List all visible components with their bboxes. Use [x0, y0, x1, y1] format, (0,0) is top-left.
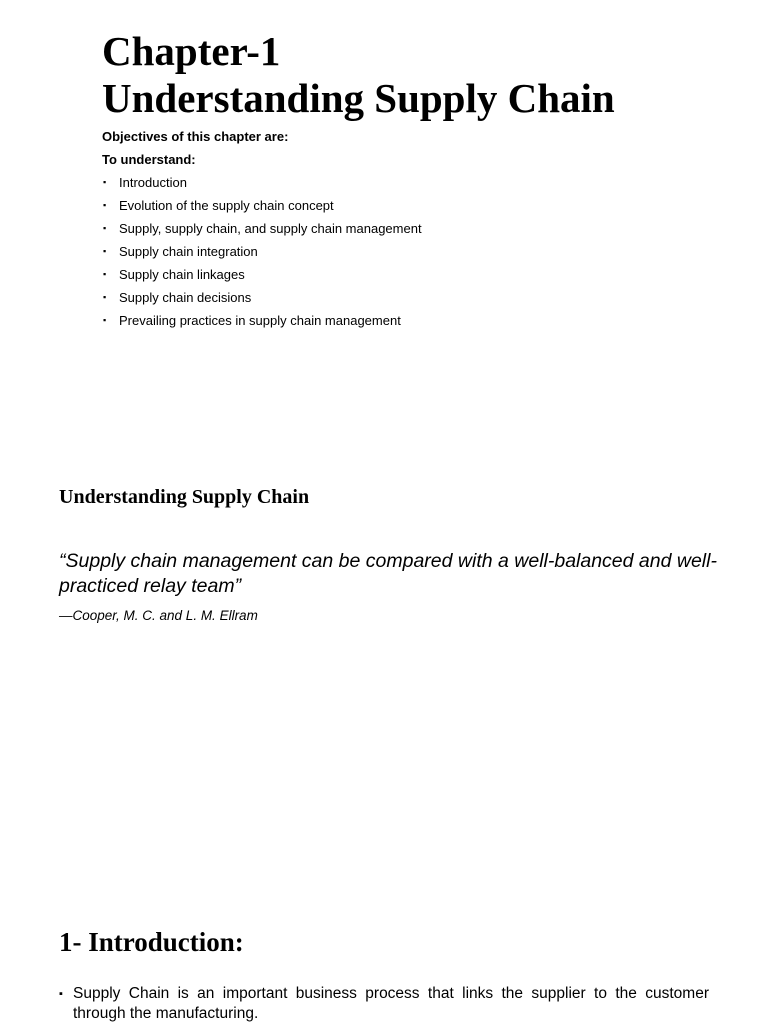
list-item [102, 263, 422, 286]
list-item-text: Supply, supply chain, and supply chain management [119, 221, 422, 236]
introduction-heading: 1- Introduction: [59, 927, 244, 957]
square-bullet-icon: ▪ [59, 988, 63, 1000]
list-item [102, 309, 422, 332]
list-item-text: Supply chain linkages [119, 267, 245, 282]
square-bullet-icon: ▪ [103, 292, 107, 302]
list-item [102, 240, 422, 263]
square-bullet-icon: ▪ [103, 200, 107, 210]
epigraph-attribution: —Cooper, M. C. and L. M. Ellram [59, 608, 258, 623]
chapter-title [102, 28, 615, 122]
square-bullet-icon: ▪ [103, 177, 107, 187]
objectives-block [102, 125, 422, 332]
objectives-heading: Objectives of this chapter are: [102, 129, 289, 144]
list-item-text: Prevailing practices in supply chain management [119, 313, 401, 328]
square-bullet-icon: ▪ [103, 315, 107, 325]
square-bullet-icon: ▪ [103, 246, 107, 256]
square-bullet-icon: ▪ [103, 223, 107, 233]
introduction-bullet-paragraph [59, 984, 709, 1024]
chapter-name: Understanding Supply Chain [102, 75, 615, 121]
list-item-text: Supply chain integration [119, 244, 258, 259]
objectives-list [102, 171, 422, 332]
list-item [102, 217, 422, 240]
chapter-number: Chapter-1 [102, 28, 281, 74]
objectives-subheading: To understand: [102, 152, 196, 167]
section-heading: Understanding Supply Chain [59, 486, 310, 508]
list-item-text: Supply chain decisions [119, 290, 252, 305]
list-item [102, 171, 422, 194]
epigraph-quote: “Supply chain management can be compared with a well-balanced and well-practiced relay team” [59, 550, 717, 597]
introduction-paragraph-text: Supply Chain is an important business process that links the supplier to the customer through the manufacturing. [73, 985, 709, 1022]
list-item [102, 286, 422, 309]
square-bullet-icon: ▪ [103, 269, 107, 279]
list-item-text: Evolution of the supply chain concept [119, 198, 334, 213]
list-item [102, 194, 422, 217]
list-item-text: Introduction [119, 175, 187, 190]
